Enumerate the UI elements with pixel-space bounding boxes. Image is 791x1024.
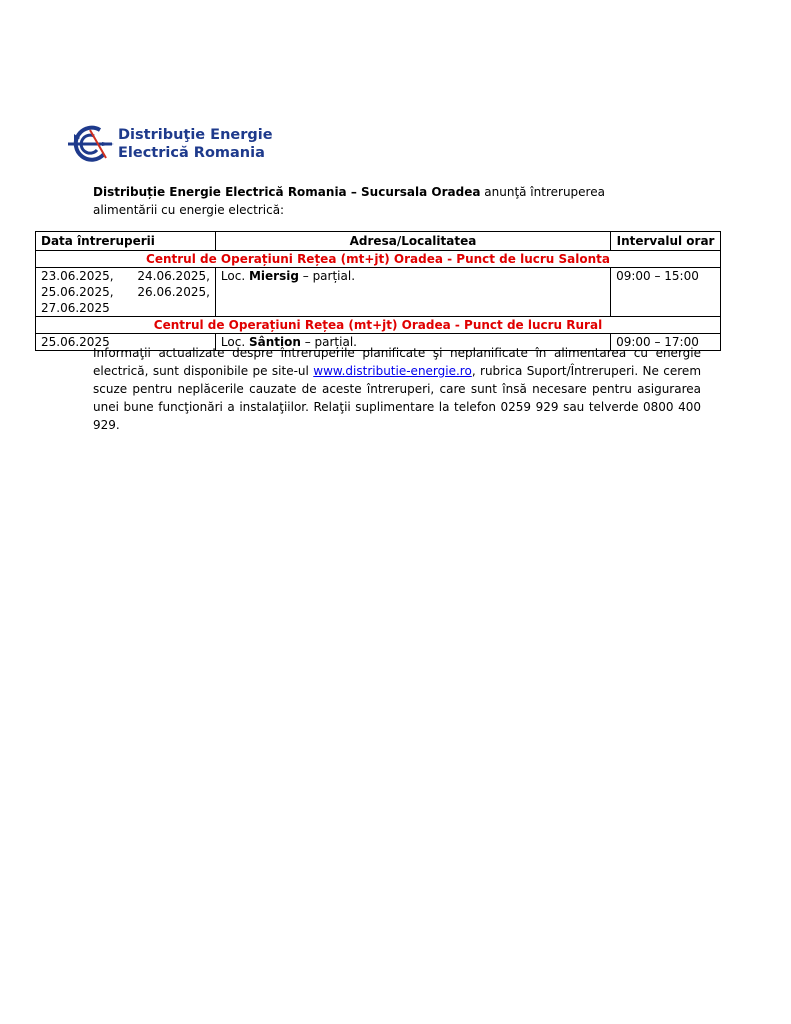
section-title: Centrul de Operațiuni Rețea (mt+jt) Oradea - Punct de lucru Rural <box>36 317 721 334</box>
loc-suffix: – parțial. <box>300 335 357 349</box>
date-cell: 25.06.2025 <box>36 334 216 351</box>
info-note <box>93 344 701 434</box>
loc-prefix: Loc. <box>220 269 249 283</box>
interval-cell: 09:00 – 15:00 <box>611 268 721 317</box>
date-value: 27.06.2025 <box>41 301 110 315</box>
date-value: 25.06.2025, <box>41 285 114 299</box>
logo-emblem-icon <box>66 124 116 164</box>
note-text-2: , rubrica Suport/Întreruperi. Ne cerem scuze pentru neplăcerile cauzate de aceste întreruperi, care sunt însă necesare pentru asigurarea unei bune funcţionări a instalaţiilor. Relaţii suplimentare la telefon 0259 929 sau telverde 0800 400 929. <box>93 364 702 432</box>
note-text-1: Informaţii actualizate despre întreruperile planificate şi neplanificate în alimentarea cu energie electrică, sunt disponibile pe site-ul <box>93 346 701 378</box>
website-link[interactable]: www.distributie-energie.ro <box>313 364 472 378</box>
outage-table <box>35 231 721 351</box>
section-row <box>36 317 721 334</box>
interval-cell: 09:00 – 17:00 <box>611 334 721 351</box>
loc-suffix: – parțial. <box>298 269 356 283</box>
intro-paragraph <box>93 183 653 219</box>
location-cell <box>215 268 610 317</box>
company-logo <box>66 124 276 168</box>
header-date: Data întreruperii <box>36 232 216 251</box>
logo-line-1: Distribuţie Energie <box>118 127 273 143</box>
intro-company: Distribuție Energie Electrică Romania – Sucursala Oradea <box>93 185 481 199</box>
loc-prefix: Loc. <box>220 335 249 349</box>
header-address: Adresa/Localitatea <box>215 232 610 251</box>
header-interval: Intervalul orar <box>611 232 721 251</box>
intro-text: anunţă întreruperea alimentării cu energie electrică: <box>93 185 605 217</box>
date-value: 26.06.2025, <box>137 285 210 299</box>
date-cell <box>36 268 216 317</box>
loc-name: Miersig <box>248 269 299 283</box>
date-value: 23.06.2025, <box>41 269 114 283</box>
date-value: 24.06.2025, <box>137 269 210 283</box>
loc-name: Sântion <box>248 335 301 349</box>
section-row <box>36 251 721 268</box>
table-header-row <box>36 232 721 251</box>
section-title: Centrul de Operațiuni Rețea (mt+jt) Oradea - Punct de lucru Salonta <box>36 251 721 268</box>
logo-line-2: Electrică Romania <box>118 145 265 161</box>
date-value <box>127 300 209 316</box>
table-row <box>36 268 721 317</box>
